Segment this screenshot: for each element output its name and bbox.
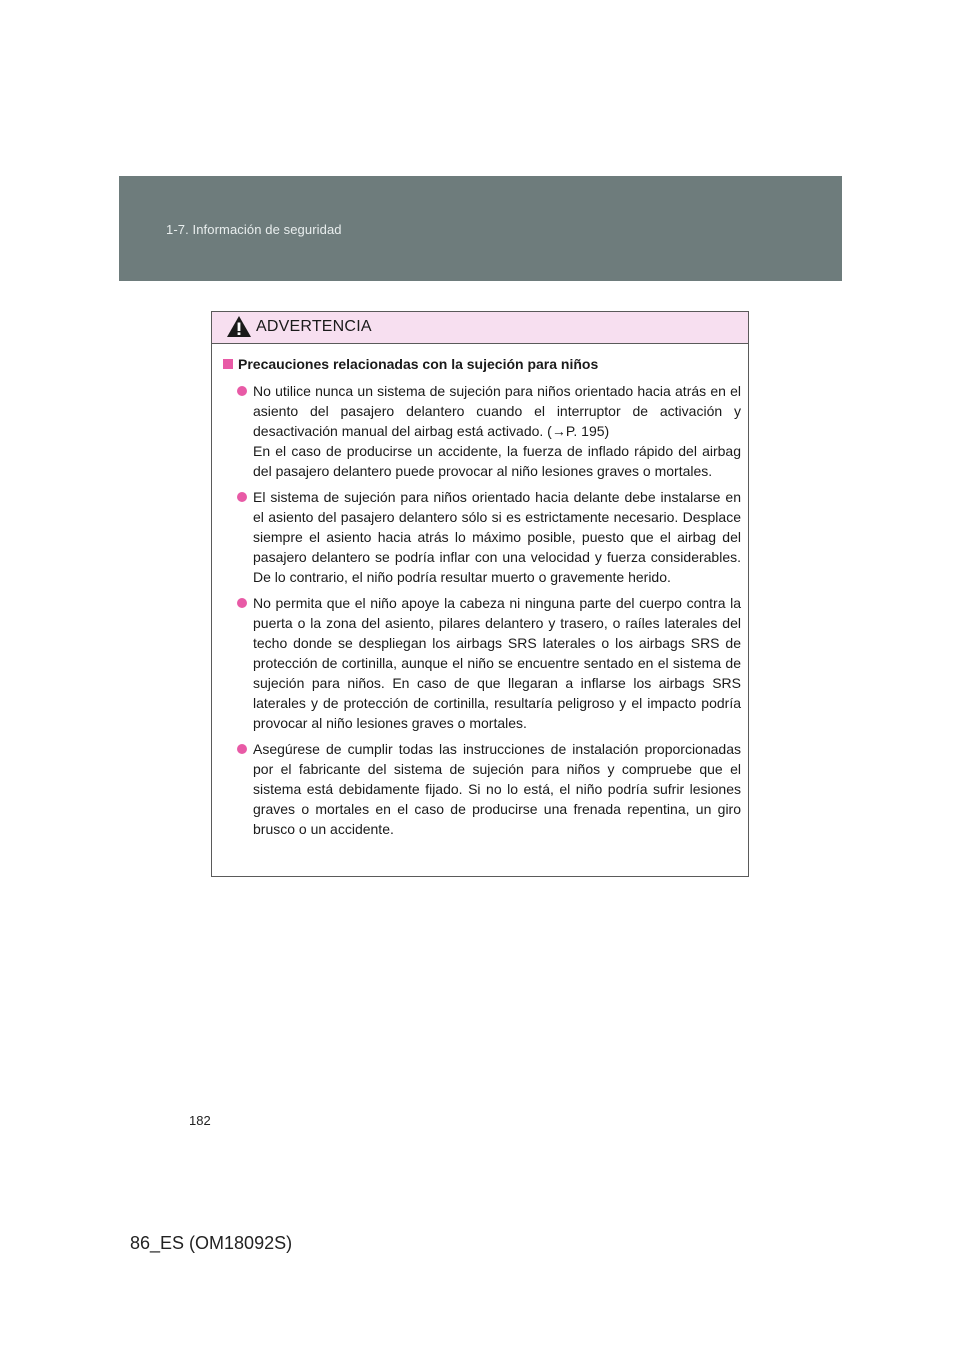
circle-bullet-icon xyxy=(237,386,247,396)
item-paragraph: No permita que el niño apoye la cabeza ni ninguna parte del cuerpo contra la puerta o la zona del asiento, pilares delantero y trasero, o raíles laterales del techo donde se despliegan los airbags SRS laterales o los airbags SRS de protección de cortinilla, aunque el niño se encuentre sentado en el sistema de sujeción para niños. En caso de que llegaran a inflarse los airbags SRS laterales y de protección de cortinilla, resultaría peligroso y el impacto podría provocar al niño lesiones graves o mortales. xyxy=(253,595,741,731)
warning-header xyxy=(212,312,748,344)
section-header-band xyxy=(119,176,842,281)
square-bullet-icon xyxy=(223,359,233,369)
item-paragraph: Asegúrese de cumplir todas las instrucciones de instalación proporcionadas por el fabricante del sistema de sujeción para niños y compruebe que el sistema está debidamente fijado. Si no lo está, el niño podría sufrir lesiones graves o mortales en el caso de producirse una frenada repentina, un giro brusco o un accidente. xyxy=(253,741,741,837)
item-paragraph: No utilice nunca un sistema de sujeción para niños orientado hacia atrás en el asiento del pasajero delantero cuando el interruptor de activación y desactivación manual del airbag está activado. (→P. 195) xyxy=(253,383,741,439)
page-number: 182 xyxy=(189,1113,211,1128)
section-title: 1-7. Información de seguridad xyxy=(166,222,342,237)
warning-subheading xyxy=(223,353,741,375)
list-item xyxy=(223,487,741,587)
warning-label: ADVERTENCIA xyxy=(256,318,372,335)
list-item xyxy=(223,739,741,839)
circle-bullet-icon xyxy=(237,598,247,608)
subheading-text: Precauciones relacionadas con la sujeción para niños xyxy=(238,356,599,372)
warning-triangle-icon xyxy=(226,315,252,338)
document-code: 86_ES (OM18092S) xyxy=(130,1233,293,1253)
list-item xyxy=(223,381,741,481)
item-paragraph: El sistema de sujeción para niños orientado hacia delante debe instalarse en el asiento del pasajero delantero sólo si es estrictamente necesario. Desplace siempre el asiento hacia atrás lo máximo posible, puesto que el airbag del pasajero delantero se podría inflar con una velocidad y fuerza considerables. De lo contrario, el niño podría resultar muerto o gravemente herido. xyxy=(253,489,741,585)
circle-bullet-icon xyxy=(237,744,247,754)
circle-bullet-icon xyxy=(237,492,247,502)
item-paragraph: En el caso de producirse un accidente, la fuerza de inflado rápido del airbag del pasajero delantero puede provocar al niño lesiones graves o mortales. xyxy=(253,443,741,479)
warning-content xyxy=(212,344,748,839)
warning-box xyxy=(211,311,749,877)
list-item xyxy=(223,593,741,733)
